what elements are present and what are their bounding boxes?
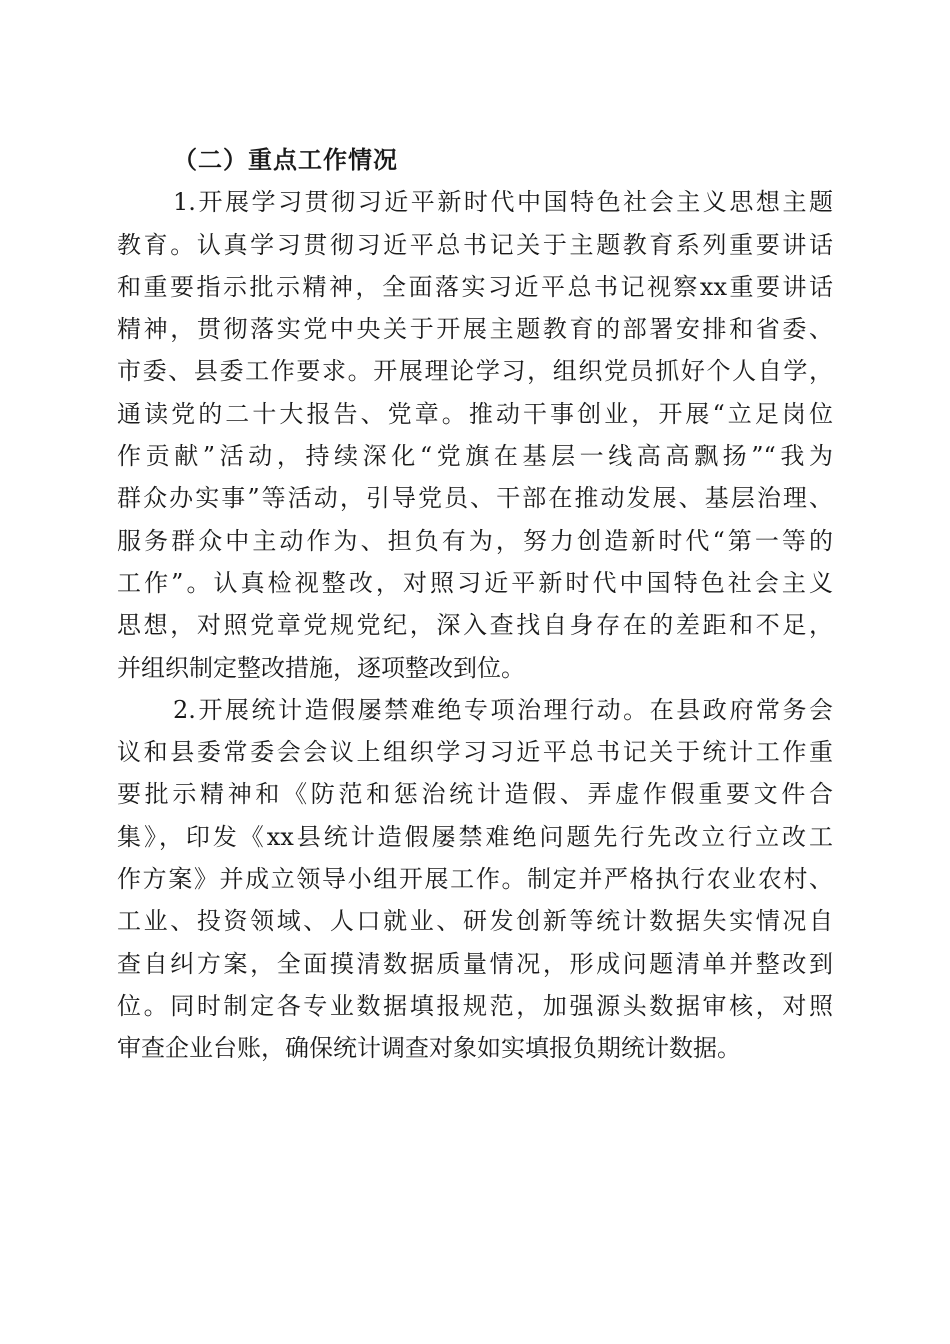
text-line: 作方案》并成立领导小组开展工作。制定并严格执行农业农村、 — [117, 865, 833, 894]
text-line: 工业、投资领域、人口就业、研发创新等统计数据失实情况自 — [117, 907, 833, 936]
text-line: 并组织制定整改措施，逐项整改到位。 — [117, 653, 525, 682]
paragraph-1 — [117, 181, 833, 689]
text-line: 教育。认真学习贯彻习近平总书记关于主题教育系列重要讲话 — [117, 230, 833, 259]
text-line: 2.开展统计造假屡禁难绝专项治理行动。在县政府常务会 — [173, 695, 833, 724]
paragraph-2 — [117, 689, 833, 1070]
text-line: 议和县委常委会会议上组织学习习近平总书记关于统计工作重 — [117, 738, 833, 767]
text-line: 精神，贯彻落实党中央关于开展主题教育的部署安排和省委、 — [117, 315, 833, 344]
document-body — [117, 139, 833, 1070]
text-line: 工作”。认真检视整改，对照习近平新时代中国特色社会主义 — [117, 568, 833, 597]
text-line: 作贡献”活动，持续深化“党旗在基层一线高高飘扬”“我为 — [117, 442, 833, 471]
text-line: 市委、县委工作要求。开展理论学习，组织党员抓好个人自学， — [117, 357, 833, 386]
text-line: 审查企业台账，确保统计调查对象如实填报负期统计数据。 — [117, 1034, 741, 1063]
text-line: 和重要指示批示精神，全面落实习近平总书记视察xx重要讲话 — [117, 272, 833, 301]
text-line: 通读党的二十大报告、党章。推动干事创业，开展“立足岗位 — [117, 399, 833, 428]
text-line: 服务群众中主动作为、担负有为，努力创造新时代“第一等的 — [117, 526, 833, 555]
text-line: 位。同时制定各专业数据填报规范，加强源头数据审核，对照 — [117, 991, 833, 1020]
text-line: 集》，印发《xx县统计造假屡禁难绝问题先行先改立行立改工 — [117, 822, 833, 851]
text-line: 群众办实事”等活动，引导党员、干部在推动发展、基层治理、 — [117, 484, 833, 513]
text-line: 1.开展学习贯彻习近平新时代中国特色社会主义思想主题 — [173, 188, 833, 217]
text-line: 要批示精神和《防范和惩治统计造假、弄虚作假重要文件合 — [117, 780, 833, 809]
text-line: 查自纠方案，全面摸清数据质量情况，形成问题清单并整改到 — [117, 949, 833, 978]
section-heading: （二）重点工作情况 — [173, 145, 398, 174]
text-line: 思想，对照党章党规党纪，深入查找自身存在的差距和不足， — [117, 611, 833, 640]
